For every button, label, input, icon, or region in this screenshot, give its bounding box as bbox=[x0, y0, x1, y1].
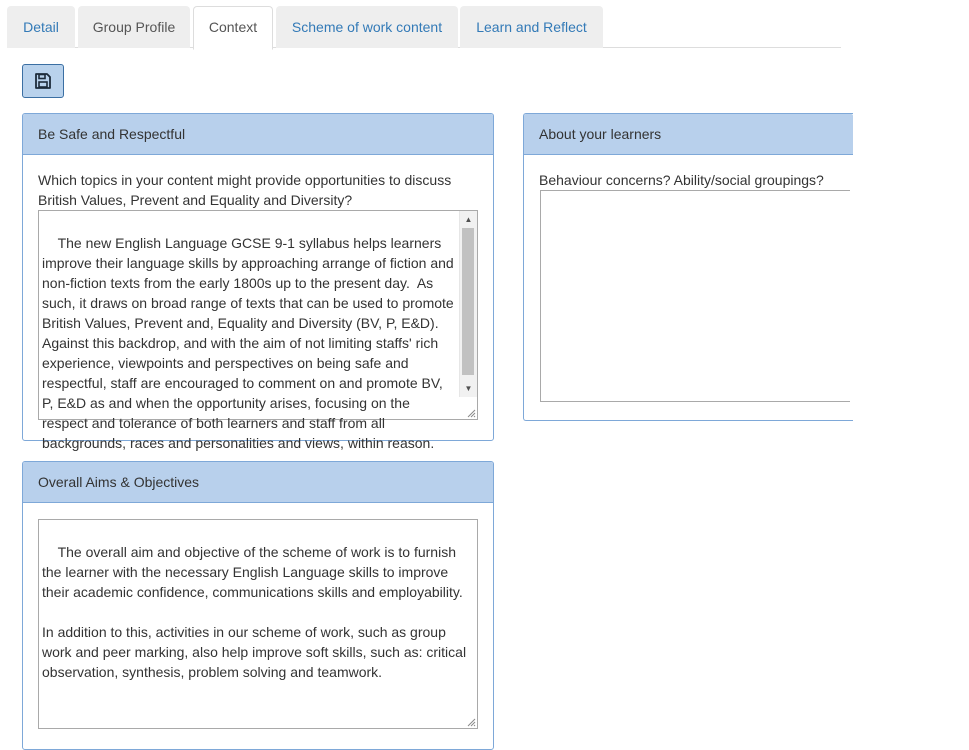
floppy-disk-icon bbox=[34, 72, 52, 90]
about-learners-textarea[interactable] bbox=[540, 190, 850, 402]
panel-title: About your learners bbox=[524, 114, 853, 155]
question-label: Which topics in your content might provide opportunities to discuss British Values, Prevent and Equality and Diversity? bbox=[38, 172, 452, 208]
tab-detail[interactable]: Detail bbox=[7, 6, 75, 48]
tab-learn-and-reflect[interactable]: Learn and Reflect bbox=[460, 6, 603, 48]
tab-context[interactable]: Context bbox=[193, 6, 273, 50]
textarea-scrollbar[interactable] bbox=[459, 211, 477, 397]
scroll-up-icon[interactable]: ▲ bbox=[464, 215, 473, 224]
resize-grip-icon[interactable] bbox=[466, 408, 476, 418]
panel-about-your-learners bbox=[523, 113, 853, 421]
textarea-text: The overall aim and objective of the scheme of work is to furnish the learner with the necessary English Language skills to improve their academic confidence, communications skills and employability. In addition to this, activities in our scheme of work, such as group work and peer marking, also help improve soft skills, such as: critical observation, synthesis, problem solving and teamwork. bbox=[42, 544, 467, 680]
tab-group-profile[interactable]: Group Profile bbox=[78, 6, 190, 48]
aims-objectives-textarea[interactable] bbox=[38, 519, 478, 729]
question-label: Behaviour concerns? Ability/social groupings? bbox=[539, 172, 824, 188]
tab-bar bbox=[7, 6, 841, 48]
resize-grip-icon[interactable] bbox=[466, 717, 476, 727]
scroll-thumb[interactable] bbox=[462, 228, 474, 375]
be-safe-answer-textarea[interactable] bbox=[38, 210, 478, 451]
panel-overall-aims-objectives bbox=[22, 461, 494, 750]
panel-title: Be Safe and Respectful bbox=[23, 114, 493, 155]
save-button[interactable] bbox=[22, 64, 64, 98]
tab-scheme-of-work-content[interactable]: Scheme of work content bbox=[276, 6, 458, 48]
textarea-text: The new English Language GCSE 9-1 syllabus helps learners improve their language skills by approaching arrange of fiction and non-fiction texts from the early 1800s up to the present day. As such, it draws on broad range of texts that can be used to promote British Values, Prevent and, Equality and Diversity (BV, P, E&D). Against this backdrop, and with the aim of not limiting staffs' rich experience, viewpoints and perspectives on being safe and respectful, staff are encouraged to comment on and promote BV, P, E&D as and when the opportunity arises, focusing on the respect and tolerance of both learners and staff from all backgrounds, races and personalities and views, within reason. bbox=[42, 235, 458, 451]
panel-title: Overall Aims & Objectives bbox=[23, 462, 493, 503]
scroll-down-icon[interactable]: ▼ bbox=[464, 384, 473, 393]
panel-be-safe-and-respectful bbox=[22, 113, 494, 451]
